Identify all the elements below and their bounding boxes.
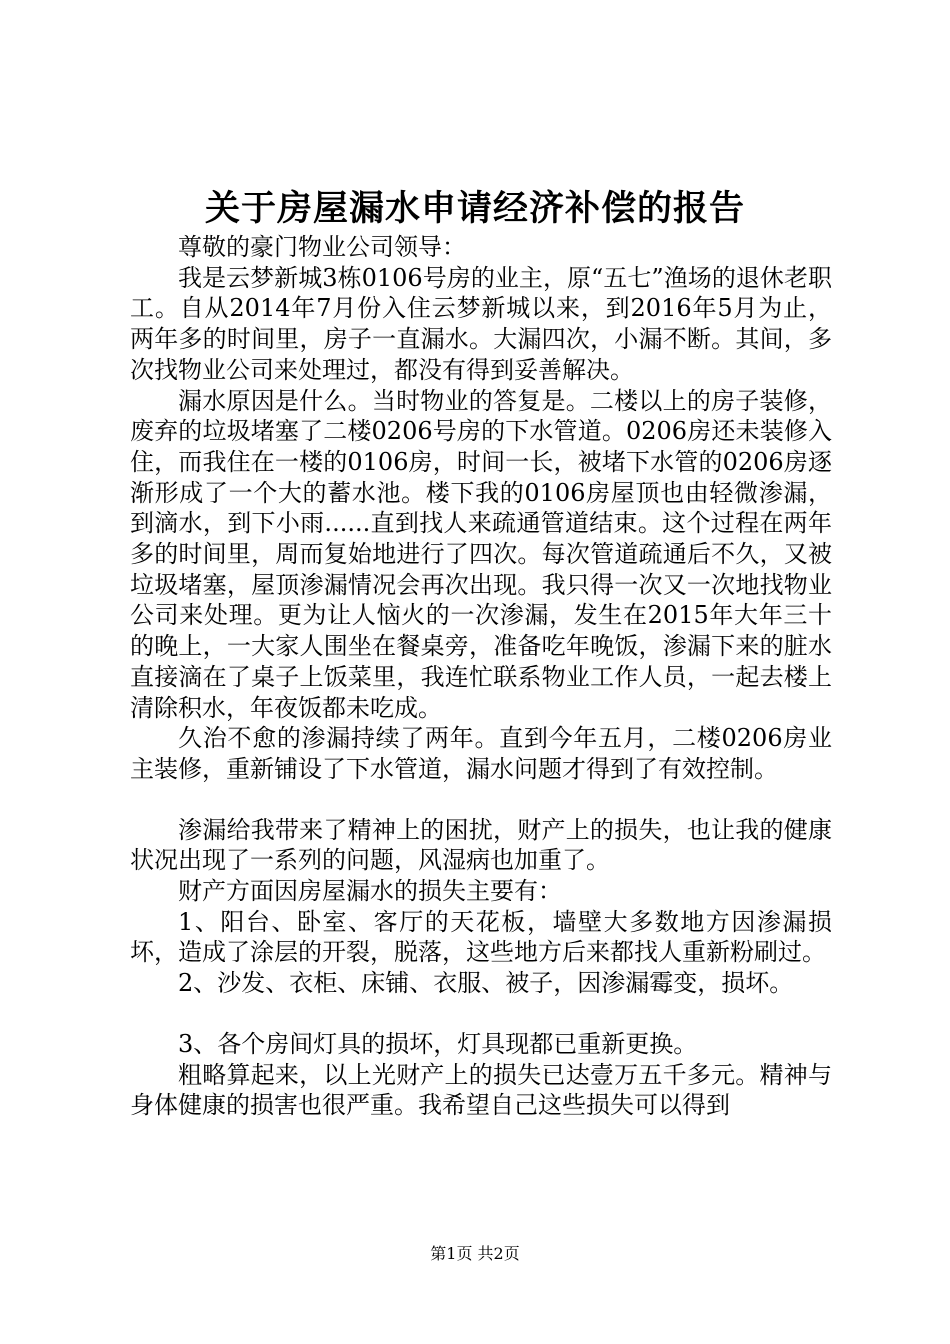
- paragraph-summary: 粗略算起来，以上光财产上的损失已达壹万五千多元。精神与身体健康的损害也很严重。我希望自己这些损失可以得到: [130, 1060, 832, 1120]
- salutation: 尊敬的豪门物业公司领导：: [178, 233, 466, 261]
- paragraph-loss-heading: 财产方面因房屋漏水的损失主要有：: [178, 877, 562, 906]
- list-item-loss-1: 1、阳台、卧室、客厅的天花板，墙壁大多数地方因渗漏损坏，造成了涂层的开裂，脱落，这些地方后来都找人重新粉刷过。: [130, 907, 832, 967]
- list-item-loss-3: 3、各个房间灯具的损坏，灯具现都已重新更换。: [178, 1029, 698, 1058]
- document-body: [130, 232, 832, 1121]
- paragraph-impact: 渗漏给我带来了精神上的困扰，财产上的损失，也让我的健康状况出现了一系列的问题，风湿病也加重了。: [130, 815, 832, 875]
- paragraph-introduction: 我是云梦新城3栋0106号房的业主，原“五七”渔场的退休老职工。自从2014年7月份入住云梦新城以来，到2016年5月为止，两年多的时间里，房子一直漏水。大漏四次，小漏不断。其间，多次找物业公司来处理过，都没有得到妥善解决。: [130, 263, 832, 384]
- paragraph-leak-resolved: 久治不愈的渗漏持续了两年。直到今年五月，二楼0206房业主装修，重新铺设了下水管道，漏水问题才得到了有效控制。: [130, 724, 832, 783]
- page-number-footer: 第1页 共2页: [430, 1244, 520, 1263]
- paragraph-leak-cause: 漏水原因是什么。当时物业的答复是。二楼以上的房子装修，废弃的垃圾堵塞了二楼0206号房的下水管道。0206房还未装修入住，而我住在一楼的0106房，时间一长，被堵下水管的0206房逐渐形成了一个大的蓄水池。楼下我的0106房屋顶也由轻微渗漏，到滴水，到下小雨......直到找人来疏通管道结束。这个过程在两年多的时间里，周而复始地进行了四次。每次管道疏通后不久，又被垃圾堵塞，屋顶渗漏情况会再次出现。我只得一次又一次地找物业公司来处理。更为让人恼火的一次渗漏，发生在2015年大年三十的晚上，一大家人围坐在餐桌旁，准备吃年晚饭，渗漏下来的脏水直接滴在了桌子上饭菜里，我连忙联系物业工作人员，一起去楼上清除积水，年夜饭都未吃成。: [130, 386, 832, 722]
- document-title: 关于房屋漏水申请经济补偿的报告: [204, 188, 745, 229]
- list-item-loss-2: 2、沙发、衣柜、床铺、衣服、被子，因渗漏霉变，损坏。: [178, 969, 794, 998]
